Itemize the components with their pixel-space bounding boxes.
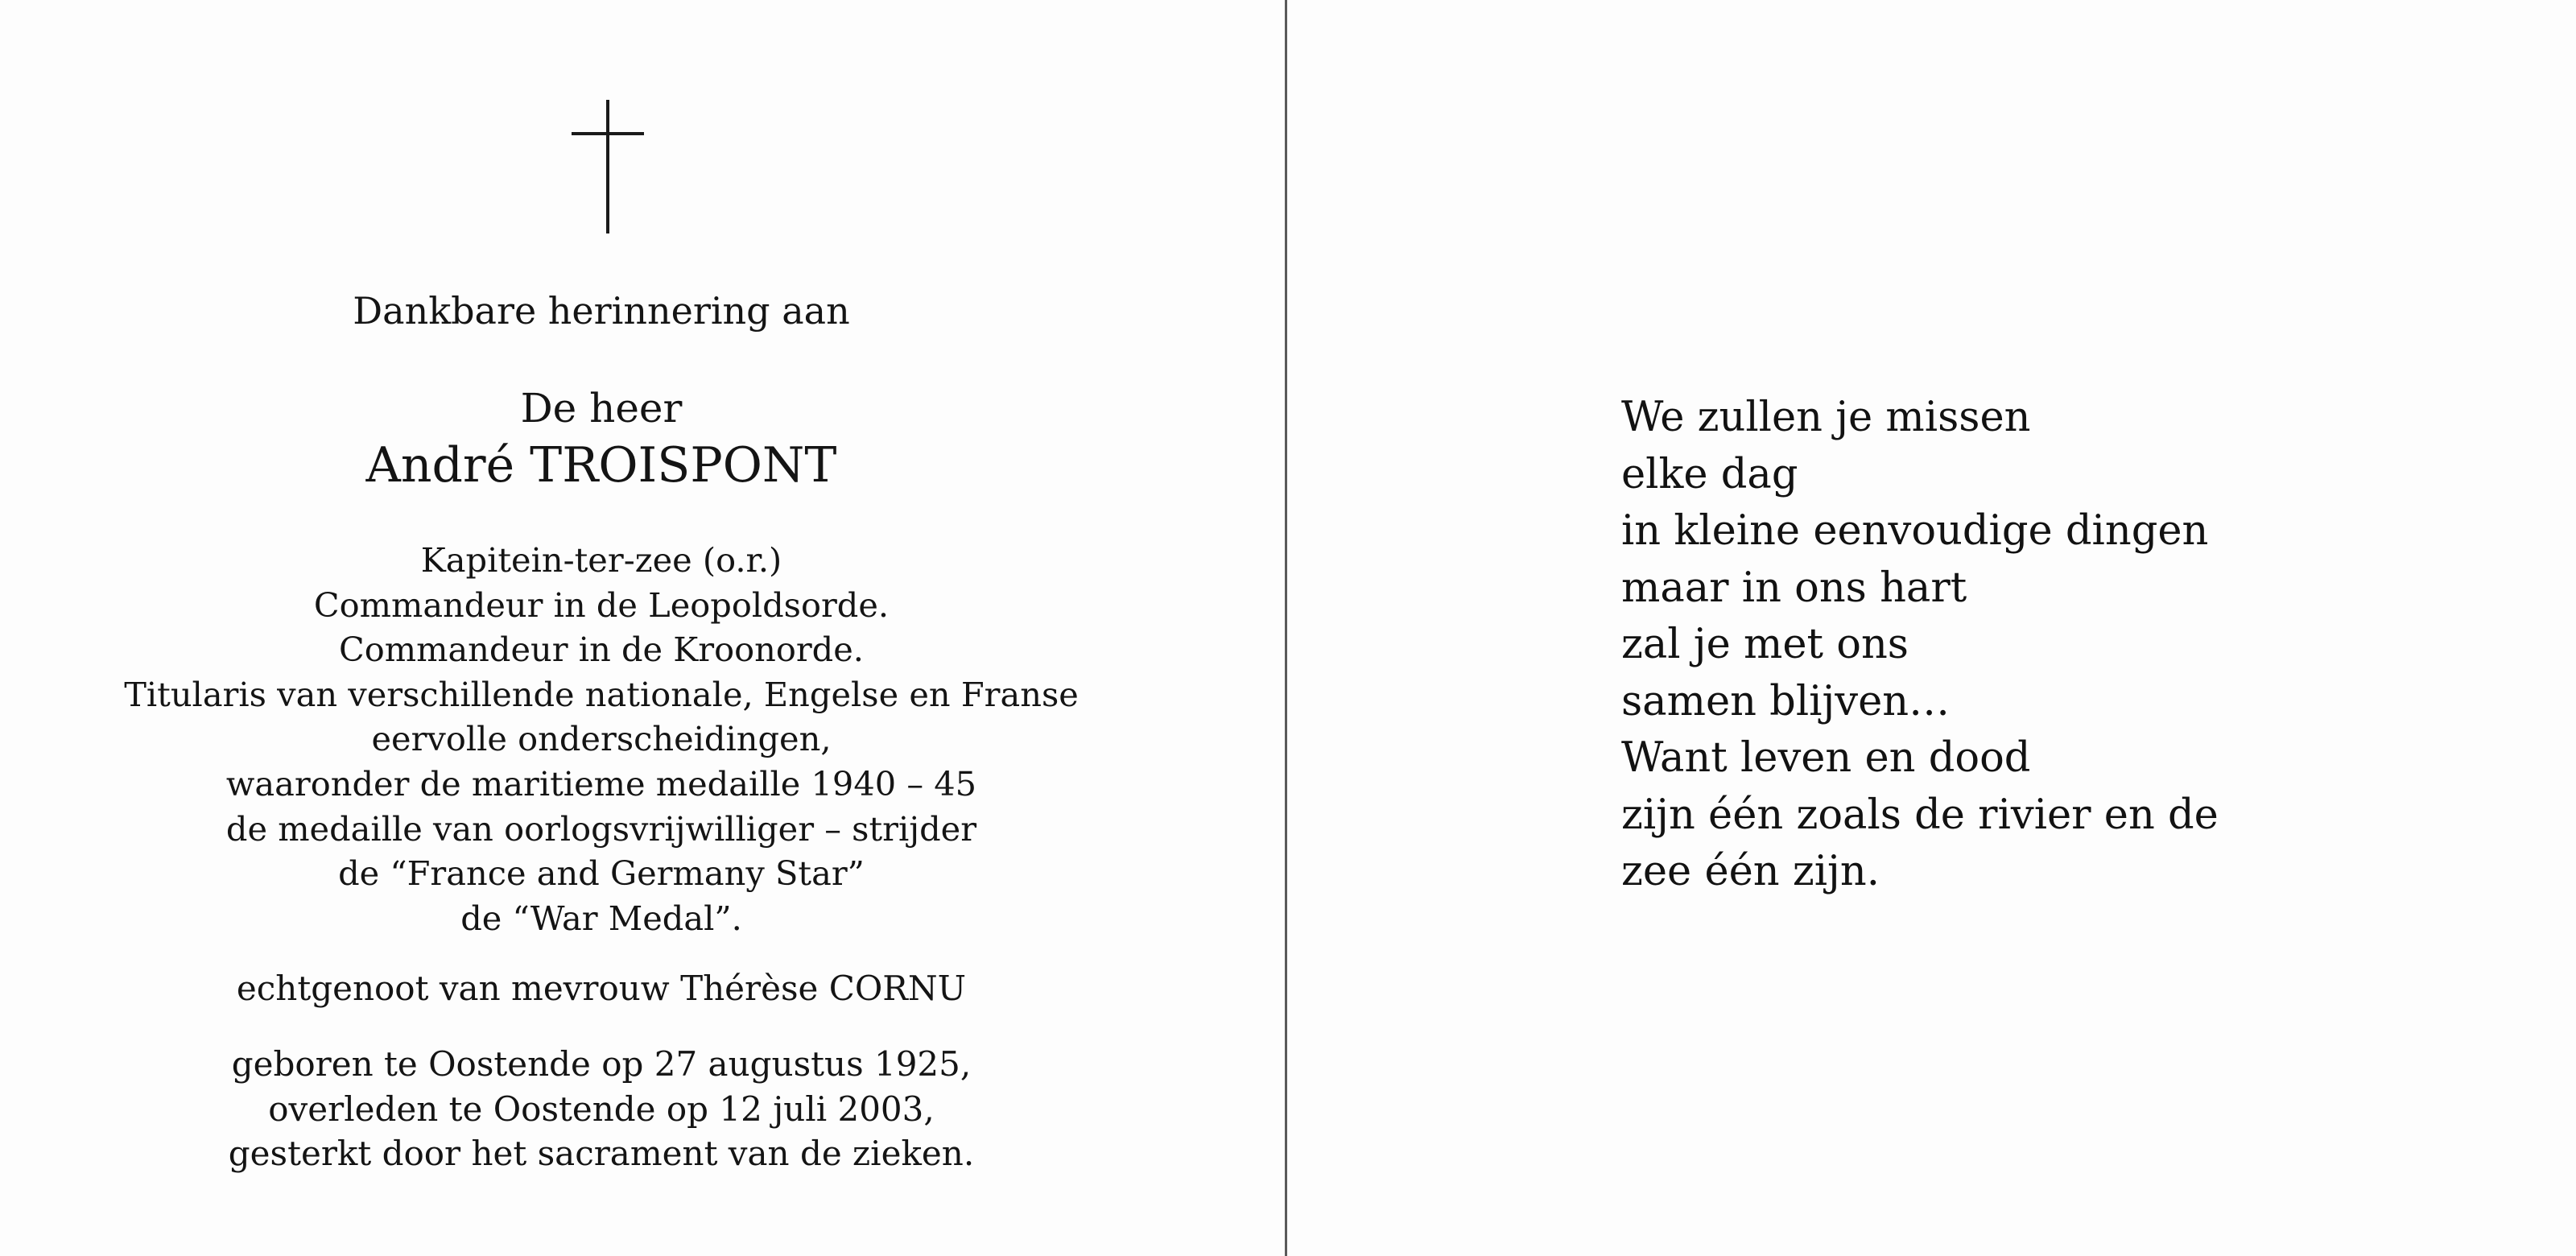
title-line: Kapitein-ter-zee (o.r.) xyxy=(420,540,782,580)
title-line: eervolle onderscheidingen, xyxy=(371,719,832,759)
dates-block xyxy=(0,1042,1203,1176)
sacrament-line: gesterkt door het sacrament van de zieken. xyxy=(228,1134,975,1173)
poem-line: zee één zijn. xyxy=(1621,848,1880,895)
titles-block xyxy=(0,538,1203,940)
title-line: Titularis van verschillende nationale, Engelse en Franse xyxy=(124,674,1079,714)
cross-icon xyxy=(572,100,644,233)
cross-horizontal-bar xyxy=(572,132,644,135)
intro-text: Dankbare herinnering aan xyxy=(353,289,850,333)
death-line: overleden te Oostende op 12 juli 2003, xyxy=(268,1089,935,1129)
poem-line: samen blijven… xyxy=(1621,677,1951,725)
poem-line: zijn één zoals de rivier en de xyxy=(1621,791,2219,839)
poem-line: elke dag xyxy=(1621,450,1798,498)
title-line: Commandeur in de Leopoldsorde. xyxy=(313,585,890,625)
right-panel xyxy=(1287,0,2576,1256)
title-line: waaronder de maritieme medaille 1940 – 45 xyxy=(225,763,977,804)
title-line: de “France and Germany Star” xyxy=(338,853,865,894)
birth-line: geboren te Oostende op 27 augustus 1925, xyxy=(231,1044,972,1084)
poem-line: in kleine eenvoudige dingen xyxy=(1621,507,2209,555)
poem xyxy=(1621,390,2219,901)
spouse-line: echtgenoot van mevrouw Thérèse CORNU xyxy=(236,969,967,1008)
deceased-name: André TROISPONT xyxy=(365,437,837,494)
title-line: Commandeur in de Kroonorde. xyxy=(339,630,864,670)
title-line: de “War Medal”. xyxy=(460,898,742,938)
poem-line: Want leven en dood xyxy=(1621,734,2031,782)
salutation: De heer xyxy=(520,385,683,432)
left-panel xyxy=(0,0,1283,1256)
poem-line: zal je met ons xyxy=(1621,621,1909,668)
poem-line: We zullen je missen xyxy=(1621,394,2031,441)
cross-vertical-bar xyxy=(606,100,609,233)
poem-line: maar in ons hart xyxy=(1621,564,1967,612)
title-line: de medaille van oorlogsvrijwilliger – strijder xyxy=(225,808,977,849)
